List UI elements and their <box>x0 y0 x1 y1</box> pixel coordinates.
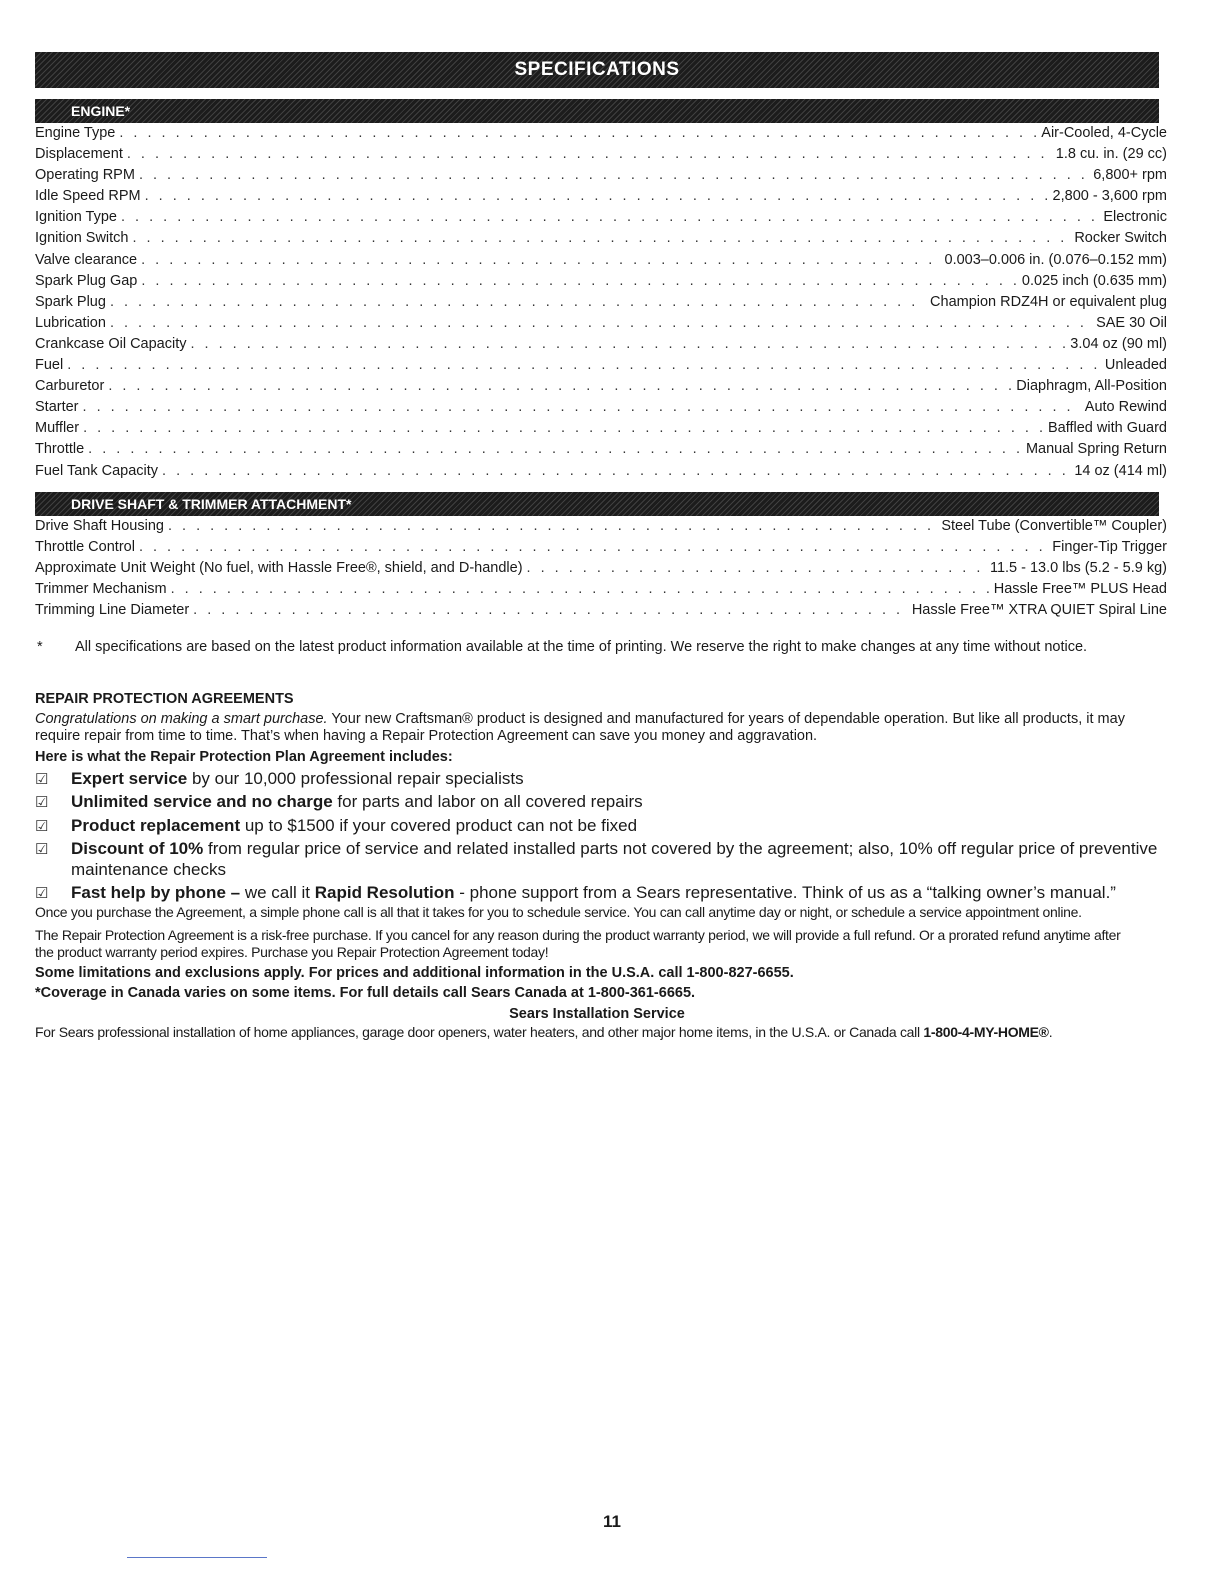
spec-row <box>35 144 1167 165</box>
engine-spec-list <box>35 123 1167 482</box>
dot-leader <box>162 461 1070 482</box>
repair-protection-intro <box>35 711 1159 745</box>
spec-value: 11.5 - 13.0 lbs (5.2 - 5.9 kg) <box>989 559 1167 576</box>
benefit-bold: Fast help by phone – <box>71 882 241 902</box>
spec-value: Hassle Free™ XTRA QUIET Spiral Line <box>911 601 1167 618</box>
spec-label: Ignition Type <box>35 209 117 226</box>
dot-leader <box>139 165 1089 186</box>
spec-row <box>35 418 1167 439</box>
spec-row <box>35 558 1167 579</box>
spec-row <box>35 313 1167 334</box>
spec-row <box>35 228 1167 249</box>
drive-shaft-section-banner: DRIVE SHAFT & TRIMMER ATTACHMENT* <box>35 492 1159 516</box>
benefit-item <box>35 815 1159 837</box>
spec-value: 1.8 cu. in. (29 cc) <box>1055 146 1167 163</box>
spec-row <box>35 600 1167 621</box>
benefit-detail: up to $1500 if your covered product can not be fixed <box>240 815 638 835</box>
benefit-bold: Expert service <box>71 768 188 788</box>
spec-label: Idle Speed RPM <box>35 188 141 205</box>
spec-row <box>35 355 1167 376</box>
installation-text: For Sears professional installation of home appliances, garage door openers, water heaters, and other major home items, in the U.S.A. or Canada call <box>35 1023 924 1040</box>
benefit-detail: from regular price of service and related installed parts not covered by the agreement; also, 10% off regular price of preventive maintenance checks <box>71 839 1158 880</box>
spec-value: Air-Cooled, 4-Cycle <box>1041 125 1167 141</box>
checkbox-icon: ☑ <box>35 794 49 812</box>
spec-value: 6,800+ rpm <box>1093 167 1167 184</box>
drive-shaft-spec-list <box>35 516 1167 621</box>
spec-value: Rocker Switch <box>1074 230 1167 247</box>
spec-row <box>35 186 1167 207</box>
spec-label: Trimmer Mechanism <box>35 580 167 597</box>
benefit-text <box>71 768 1159 790</box>
spec-row <box>35 579 1167 600</box>
spec-label: Drive Shaft Housing <box>35 517 164 534</box>
risk-free-text: The Repair Protection Agreement is a risk-free purchase. If you cancel for any reason during the product warranty period, we will provide a full refund. Or a prorated refund anytime after the product warranty period expires. Purchase you Repair Protection Agreement today! <box>35 926 1121 960</box>
spec-row <box>35 292 1167 313</box>
footnote-text: All specifications are based on the latest product information available at the time of printing. We reserve the right to make changes at any time without notice. <box>75 639 1088 656</box>
spec-label: Throttle <box>35 441 85 458</box>
plan-includes-heading: Here is what the Repair Protection Plan Agreement includes: <box>35 749 453 766</box>
specifications-banner: SPECIFICATIONS <box>35 52 1159 88</box>
dot-leader <box>83 397 1081 418</box>
dot-leader <box>141 271 1018 292</box>
dot-leader <box>191 334 1067 355</box>
benefit-text <box>71 838 1159 880</box>
spec-value: Diaphragm, All-Position <box>1016 378 1167 395</box>
spec-row <box>35 461 1167 482</box>
spec-label: Displacement <box>35 146 123 163</box>
limitations-text: Some limitations and exclusions apply. For prices and additional information in the U.S.A. call 1-800-827-6655. <box>35 964 794 981</box>
dot-leader <box>110 292 926 313</box>
spec-row <box>35 537 1167 558</box>
spec-label: Operating RPM <box>35 167 135 184</box>
dot-leader <box>88 439 1022 460</box>
spec-row <box>35 376 1167 397</box>
bottom-divider-line <box>127 1557 267 1558</box>
specifications-page <box>35 52 1167 1041</box>
benefit-bold-2: Rapid Resolution <box>314 882 455 902</box>
benefit-item <box>35 768 1159 790</box>
dot-leader <box>108 376 1012 397</box>
specifications-footnote <box>35 639 1159 656</box>
spec-value: Baffled with Guard <box>1047 420 1167 437</box>
dot-leader <box>127 144 1052 165</box>
spec-label: Fuel Tank Capacity <box>35 462 159 479</box>
benefit-item <box>35 882 1159 904</box>
intro-italic: Congratulations on making a smart purchase. <box>35 711 328 728</box>
spec-value: SAE 30 Oil <box>1096 314 1167 331</box>
repair-protection-heading: REPAIR PROTECTION AGREEMENTS <box>35 691 294 708</box>
page-number: 11 <box>603 1512 621 1531</box>
dot-leader <box>171 579 990 600</box>
spec-label: Trimming Line Diameter <box>35 601 190 618</box>
dot-leader <box>110 313 1092 334</box>
benefit-bold: Unlimited service and no charge <box>71 792 333 812</box>
dot-leader <box>527 558 986 579</box>
dot-leader <box>145 186 1049 207</box>
dot-leader <box>133 228 1071 249</box>
dot-leader <box>121 207 1099 228</box>
spec-value: Champion RDZ4H or equivalent plug <box>930 293 1167 310</box>
dot-leader <box>168 516 937 537</box>
dot-leader <box>193 600 908 621</box>
spec-row <box>35 334 1167 355</box>
footnote-marker: * <box>37 639 43 656</box>
checkbox-icon: ☑ <box>35 841 49 859</box>
benefit-detail: for parts and labor on all covered repairs <box>332 792 643 812</box>
checkbox-icon: ☑ <box>35 770 49 788</box>
spec-row <box>35 397 1167 418</box>
spec-label: Valve clearance <box>35 251 138 268</box>
spec-value: Hassle Free™ PLUS Head <box>993 580 1167 597</box>
spec-row <box>35 271 1167 292</box>
spec-row <box>35 439 1167 460</box>
spec-row <box>35 123 1167 144</box>
benefit-item <box>35 791 1159 813</box>
canada-coverage-text: *Coverage in Canada varies on some items. For full details call Sears Canada at 1-800-361-6665. <box>35 985 696 1002</box>
spec-row <box>35 165 1167 186</box>
spec-label: Spark Plug Gap <box>35 272 138 289</box>
spec-row <box>35 250 1167 271</box>
spec-value: Electronic <box>1103 209 1167 226</box>
spec-label: Starter <box>35 399 79 416</box>
spec-value: 2,800 - 3,600 rpm <box>1052 188 1167 205</box>
benefit-detail: by our 10,000 professional repair specialists <box>187 768 524 788</box>
spec-value: Unleaded <box>1104 357 1167 374</box>
spec-row <box>35 207 1167 228</box>
dot-leader <box>83 418 1044 439</box>
installation-end: . <box>1048 1023 1053 1040</box>
spec-label: Crankcase Oil Capacity <box>35 335 187 352</box>
spec-label: Carburetor <box>35 378 105 395</box>
dot-leader <box>139 537 1048 558</box>
spec-label: Approximate Unit Weight (No fuel, with Hassle Free®, shield, and D-handle) <box>35 559 523 576</box>
spec-label: Throttle Control <box>35 538 135 555</box>
checkbox-icon: ☑ <box>35 817 49 835</box>
spec-value: 3.04 oz (90 ml) <box>1070 335 1167 352</box>
spec-row <box>35 516 1167 537</box>
benefit-text <box>71 882 1159 904</box>
spec-value: 14 oz (414 ml) <box>1074 462 1167 479</box>
benefit-text <box>71 791 1159 813</box>
intro-text: Your new Craftsman® product is designed and manufactured for years of dependable operation. But like all products, it may require repair from time to time. That’s when having a Repair Protection Agreement can save you money and aggravation. <box>35 711 1125 745</box>
spec-value: 0.003–0.006 in. (0.076–0.152 mm) <box>944 251 1167 268</box>
installation-phone: 1-800-4-MY-HOME® <box>923 1023 1049 1040</box>
engine-section-banner: ENGINE* <box>35 99 1159 123</box>
benefit-bold: Product replacement <box>71 815 241 835</box>
benefit-text <box>71 815 1159 837</box>
benefit-item <box>35 838 1159 880</box>
spec-value: Manual Spring Return <box>1025 441 1167 458</box>
dot-leader <box>67 355 1101 376</box>
spec-value: 0.025 inch (0.635 mm) <box>1021 272 1167 289</box>
dot-leader <box>141 250 940 271</box>
spec-label: Muffler <box>35 420 80 437</box>
spec-label: Engine Type <box>35 125 116 141</box>
benefit-detail-2: - phone support from a Sears representative. Think of us as a “talking owner’s manual.” <box>454 882 1116 902</box>
spec-label: Lubrication <box>35 314 106 331</box>
spec-value: Finger-Tip Trigger <box>1052 538 1167 555</box>
spec-value: Steel Tube (Convertible™ Coupler) <box>941 517 1167 534</box>
installation-service-text <box>35 1024 1159 1041</box>
spec-label: Spark Plug <box>35 293 106 310</box>
benefit-bold: Discount of 10% <box>71 839 204 859</box>
benefit-detail: we call it <box>240 882 315 902</box>
benefits-list <box>35 768 1159 904</box>
installation-service-heading: Sears Installation Service <box>509 1005 685 1022</box>
dot-leader <box>119 123 1037 144</box>
once-purchased-text: Once you purchase the Agreement, a simple phone call is all that it takes for you to schedule service. You can call anytime day or night, or schedule a service appointment online. <box>35 903 1082 920</box>
spec-value: Auto Rewind <box>1084 399 1167 416</box>
spec-label: Ignition Switch <box>35 230 129 247</box>
spec-label: Fuel <box>35 357 64 374</box>
checkbox-icon: ☑ <box>35 884 49 902</box>
